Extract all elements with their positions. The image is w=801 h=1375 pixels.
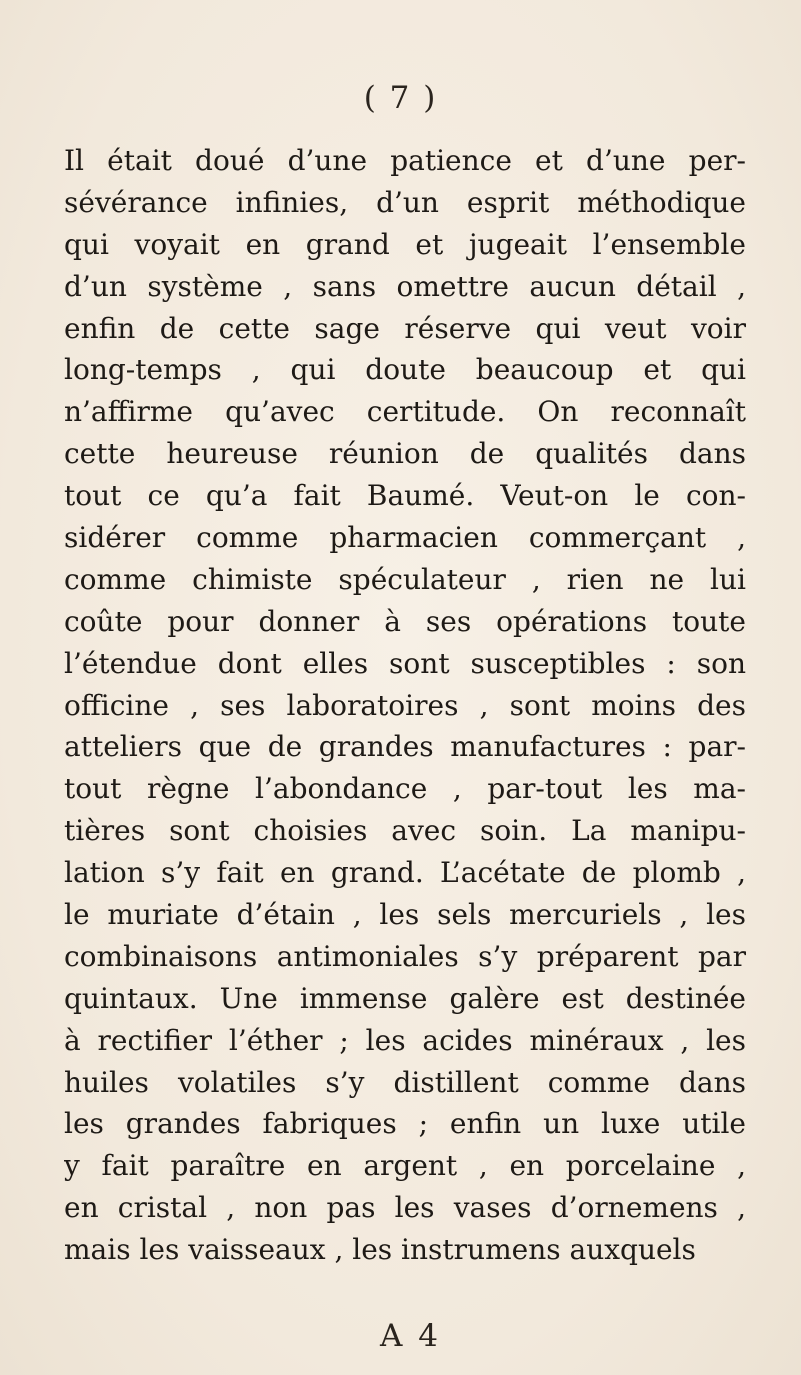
text-line: combinaisons antimoniales s’y préparent par — [64, 939, 746, 973]
text-line: tières sont choisies avec soin. La manipu- — [64, 814, 746, 848]
text-line: qui voyait en grand et jugeait l’ensemble — [64, 227, 746, 261]
text-line: quintaux. Une immense galère est destinée — [64, 981, 746, 1015]
text-line: mais les vaisseaux , les instrumens auxquels — [64, 1233, 696, 1267]
text-line: long-temps , qui doute beaucoup et qui — [64, 353, 746, 387]
text-line: officine , ses laboratoires , sont moins des — [64, 688, 746, 722]
text-line: lation s’y fait en grand. L’acétate de plomb , — [64, 856, 746, 890]
text-line: les grandes fabriques ; enfin un luxe utile — [64, 1107, 746, 1141]
text-line: comme chimiste spéculateur , rien ne lui — [64, 562, 746, 596]
text-line: y fait paraître en argent , en porcelaine , — [64, 1149, 746, 1183]
text-line: cette heureuse réunion de qualités dans — [64, 437, 746, 471]
text-line: n’affirme qu’avec certitude. On reconnaît — [64, 395, 746, 429]
text-line: enfin de cette sage réserve qui veut voir — [64, 311, 746, 345]
text-line: tout ce qu’a fait Baumé. Veut-on le con- — [64, 479, 746, 513]
text-line: d’un système , sans omettre aucun détail , — [64, 269, 746, 303]
text-line: sidérer comme pharmacien commerçant , — [64, 521, 746, 555]
text-line: en cristal , non pas les vases d’ornemens , — [64, 1191, 746, 1225]
text-line: tout règne l’abondance , par-tout les ma- — [64, 772, 746, 806]
text-line: le muriate d’étain , les sels mercuriels , les — [64, 898, 746, 932]
body-text — [64, 140, 746, 1271]
signature-mark: A 4 — [380, 1318, 441, 1354]
page-number: ( 7 ) — [363, 80, 438, 116]
text-line: à rectifier l’éther ; les acides minéraux , les — [64, 1023, 746, 1057]
text-line: coûte pour donner à ses opérations toute — [64, 604, 746, 638]
text-line: Il était doué d’une patience et d’une per- — [64, 144, 746, 177]
text-line: sévérance infinies, d’un esprit méthodique — [64, 185, 746, 219]
text-line: l’étendue dont elles sont susceptibles : son — [64, 646, 746, 680]
text-line: atteliers que de grandes manufactures : par- — [64, 730, 746, 764]
text-line: huiles volatiles s’y distillent comme dans — [64, 1065, 746, 1099]
